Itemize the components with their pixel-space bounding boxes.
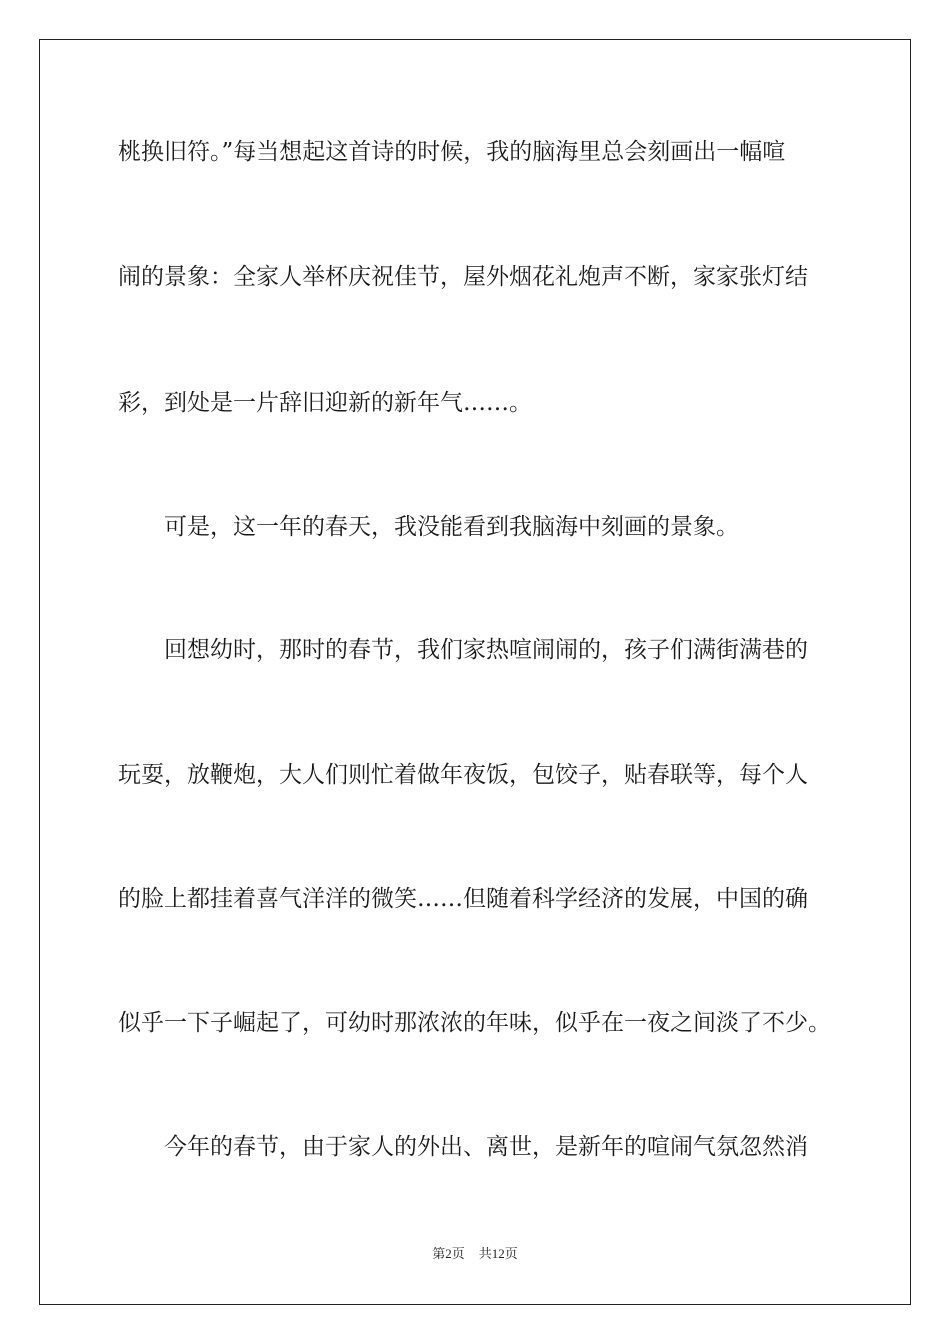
text-line: 玩耍，放鞭炮，大人们则忙着做年夜饭，包饺子，贴春联等，每个人 <box>118 762 808 788</box>
paragraph-first-line: 可是，这一年的春天，我没能看到我脑海中刻画的景象。 <box>164 514 739 540</box>
paragraph-first-line: 今年的春节，由于家人的外出、离世，是新年的喧闹气氛忽然消 <box>164 1134 808 1160</box>
text-line: 闹的景象：全家人举杯庆祝佳节，屋外烟花礼炮声不断，家家张灯结 <box>118 264 808 290</box>
text-line: 的脸上都挂着喜气洋洋的微笑……但随着科学经济的发展，中国的确 <box>118 886 808 912</box>
page-number-total: 共12页 <box>478 1246 518 1261</box>
text-line: 桃换旧符。”每当想起这首诗的时候，我的脑海里总会刻画出一幅喧 <box>118 139 786 165</box>
page-footer <box>0 1246 950 1262</box>
text-line: 似乎一下子崛起了，可幼时那浓浓的年味，似乎在一夜之间淡了不少。 <box>118 1010 831 1036</box>
page-number-current: 第2页 <box>432 1246 465 1261</box>
text-line: 彩，到处是一片辞旧迎新的新年气……。 <box>118 390 532 416</box>
page-border <box>39 39 911 1305</box>
paragraph-first-line: 回想幼时，那时的春节，我们家热喧闹闹的，孩子们满街满巷的 <box>164 637 808 663</box>
